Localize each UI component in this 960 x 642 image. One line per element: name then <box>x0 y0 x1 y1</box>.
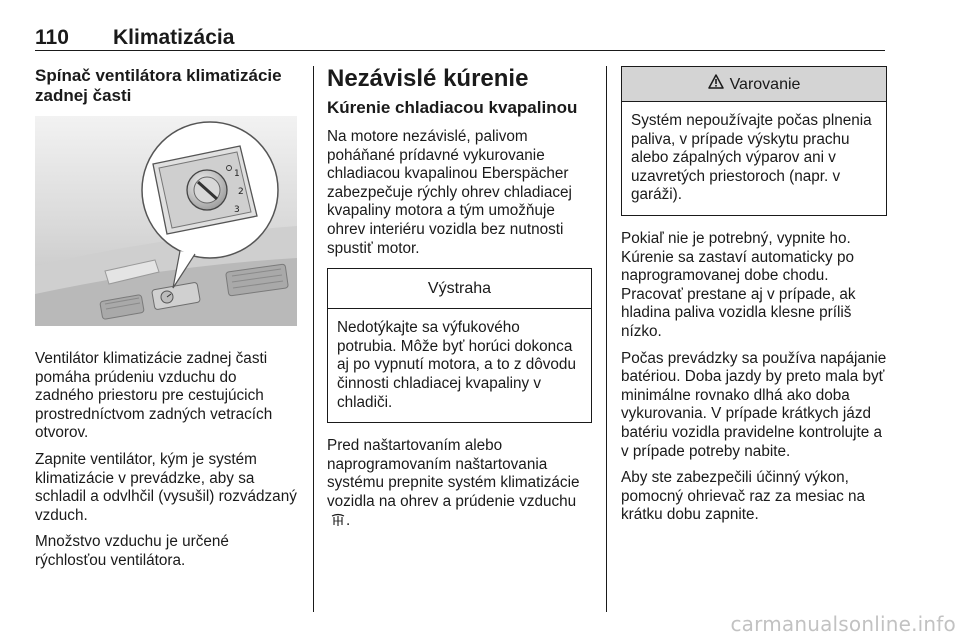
dial-number-3: 3 <box>234 205 240 215</box>
fan-speed-knob <box>187 170 227 210</box>
independent-heating-paragraph-1: Na motore nezávislé, palivom poháňané prídavné vykurovanie chladiacou kvapalinou Eberspächer zabezpečuje rýchly ohrev chladiacej kvapaliny motora a tým umožňuje ohrev interiéru vozidla bez nutnosti spustiť motor. <box>327 128 572 257</box>
warning-box-header <box>622 67 886 102</box>
warning-box <box>621 66 887 216</box>
page-number: 110 <box>35 26 69 49</box>
watermark: carmanualsonline.info <box>730 612 956 636</box>
header-rule <box>35 50 885 51</box>
page-header <box>35 22 885 52</box>
caution-box-body <box>328 309 591 422</box>
rear-fan-paragraph-1: Ventilátor klimatizácie zadnej časti pomáha prúdeniu vzduchu do zadného priestoru pre cestujúcich prostredníctvom zadných vetracích otvorov. <box>35 350 273 442</box>
section-heading-rear-fan: Spínač ventilátora klimatizácie zadnej časti <box>35 66 282 105</box>
chapter-title: Klimatizácia <box>113 26 235 49</box>
caution-box <box>327 268 592 423</box>
paragraph-2-end: . <box>346 511 351 529</box>
dial-number-1: 1 <box>234 169 240 179</box>
rear-fan-switch-illustration <box>35 116 297 326</box>
warning-box-body <box>622 102 886 215</box>
warning-triangle-icon <box>708 74 724 95</box>
column-left <box>35 66 297 579</box>
column-divider-2 <box>606 66 607 612</box>
rear-fan-paragraph-2: Zapnite ventilátor, kým je systém klimatizácie v prevádzke, aby sa schladil a odvlhčil (vysušil) rozvádzaný vzduch. <box>35 450 297 524</box>
subsection-title-coolant-heating: Kúrenie chladiacou kvapalinou <box>327 98 578 117</box>
rear-fan-switch-drawing <box>35 116 297 326</box>
warning-box-title: Varovanie <box>729 75 801 93</box>
section-title-independent-heating: Nezávislé kúrenie <box>327 65 529 92</box>
column-divider-1 <box>313 66 314 612</box>
dial-number-2: 2 <box>238 187 244 197</box>
caution-box-title: Výstraha <box>328 269 591 309</box>
heater-paragraph-1: Pokiaľ nie je potrebný, vypnite ho. Kúrenie sa zastaví automaticky po naprogramovanej dobe chodu. Pracovať prestane aj v prípade, ak hladina paliva vozidla klesne príliš nízko. <box>621 229 856 340</box>
heater-paragraph-3: Aby ste zabezpečili účinný výkon, pomocný ohrievač raz za mesiac na krátku dobu zapnite. <box>621 469 866 524</box>
airflow-symbol-icon <box>330 512 346 534</box>
heater-paragraph-2: Počas prevádzky sa používa napájanie batériou. Doba jazdy by preto mala byť minimálne rovnako dlhá ako doba vykurovania. V prípade krátkych jázd batériu vozidla pravidelne kontrolujte a v prípade potreby nabite. <box>621 349 887 460</box>
independent-heating-paragraph-2 <box>327 437 592 533</box>
rear-fan-paragraph-3: Množstvo vzduchu je určené rýchlosťou ventilátora. <box>35 533 229 569</box>
column-right <box>621 66 887 533</box>
caution-box-text: Nedotýkajte sa výfukového potrubia. Môže byť horúci dokonca aj po vypnutí motora, a to z dôvodu činnosti chladiacej kvapaliny v chladiči. <box>337 319 576 411</box>
column-middle <box>327 66 592 541</box>
paragraph-2-text: Pred naštartovaním alebo naprogramovaním naštartovania systému prepnite systém klimatizácie vozidla na ohrev a prúdenie vzduchu <box>327 437 580 510</box>
warning-box-text: Systém nepoužívajte počas plnenia paliva, v prípade výskytu prachu alebo zápalných výparov ani v uzavretých priestoroch (napr. v garáži). <box>631 112 872 204</box>
